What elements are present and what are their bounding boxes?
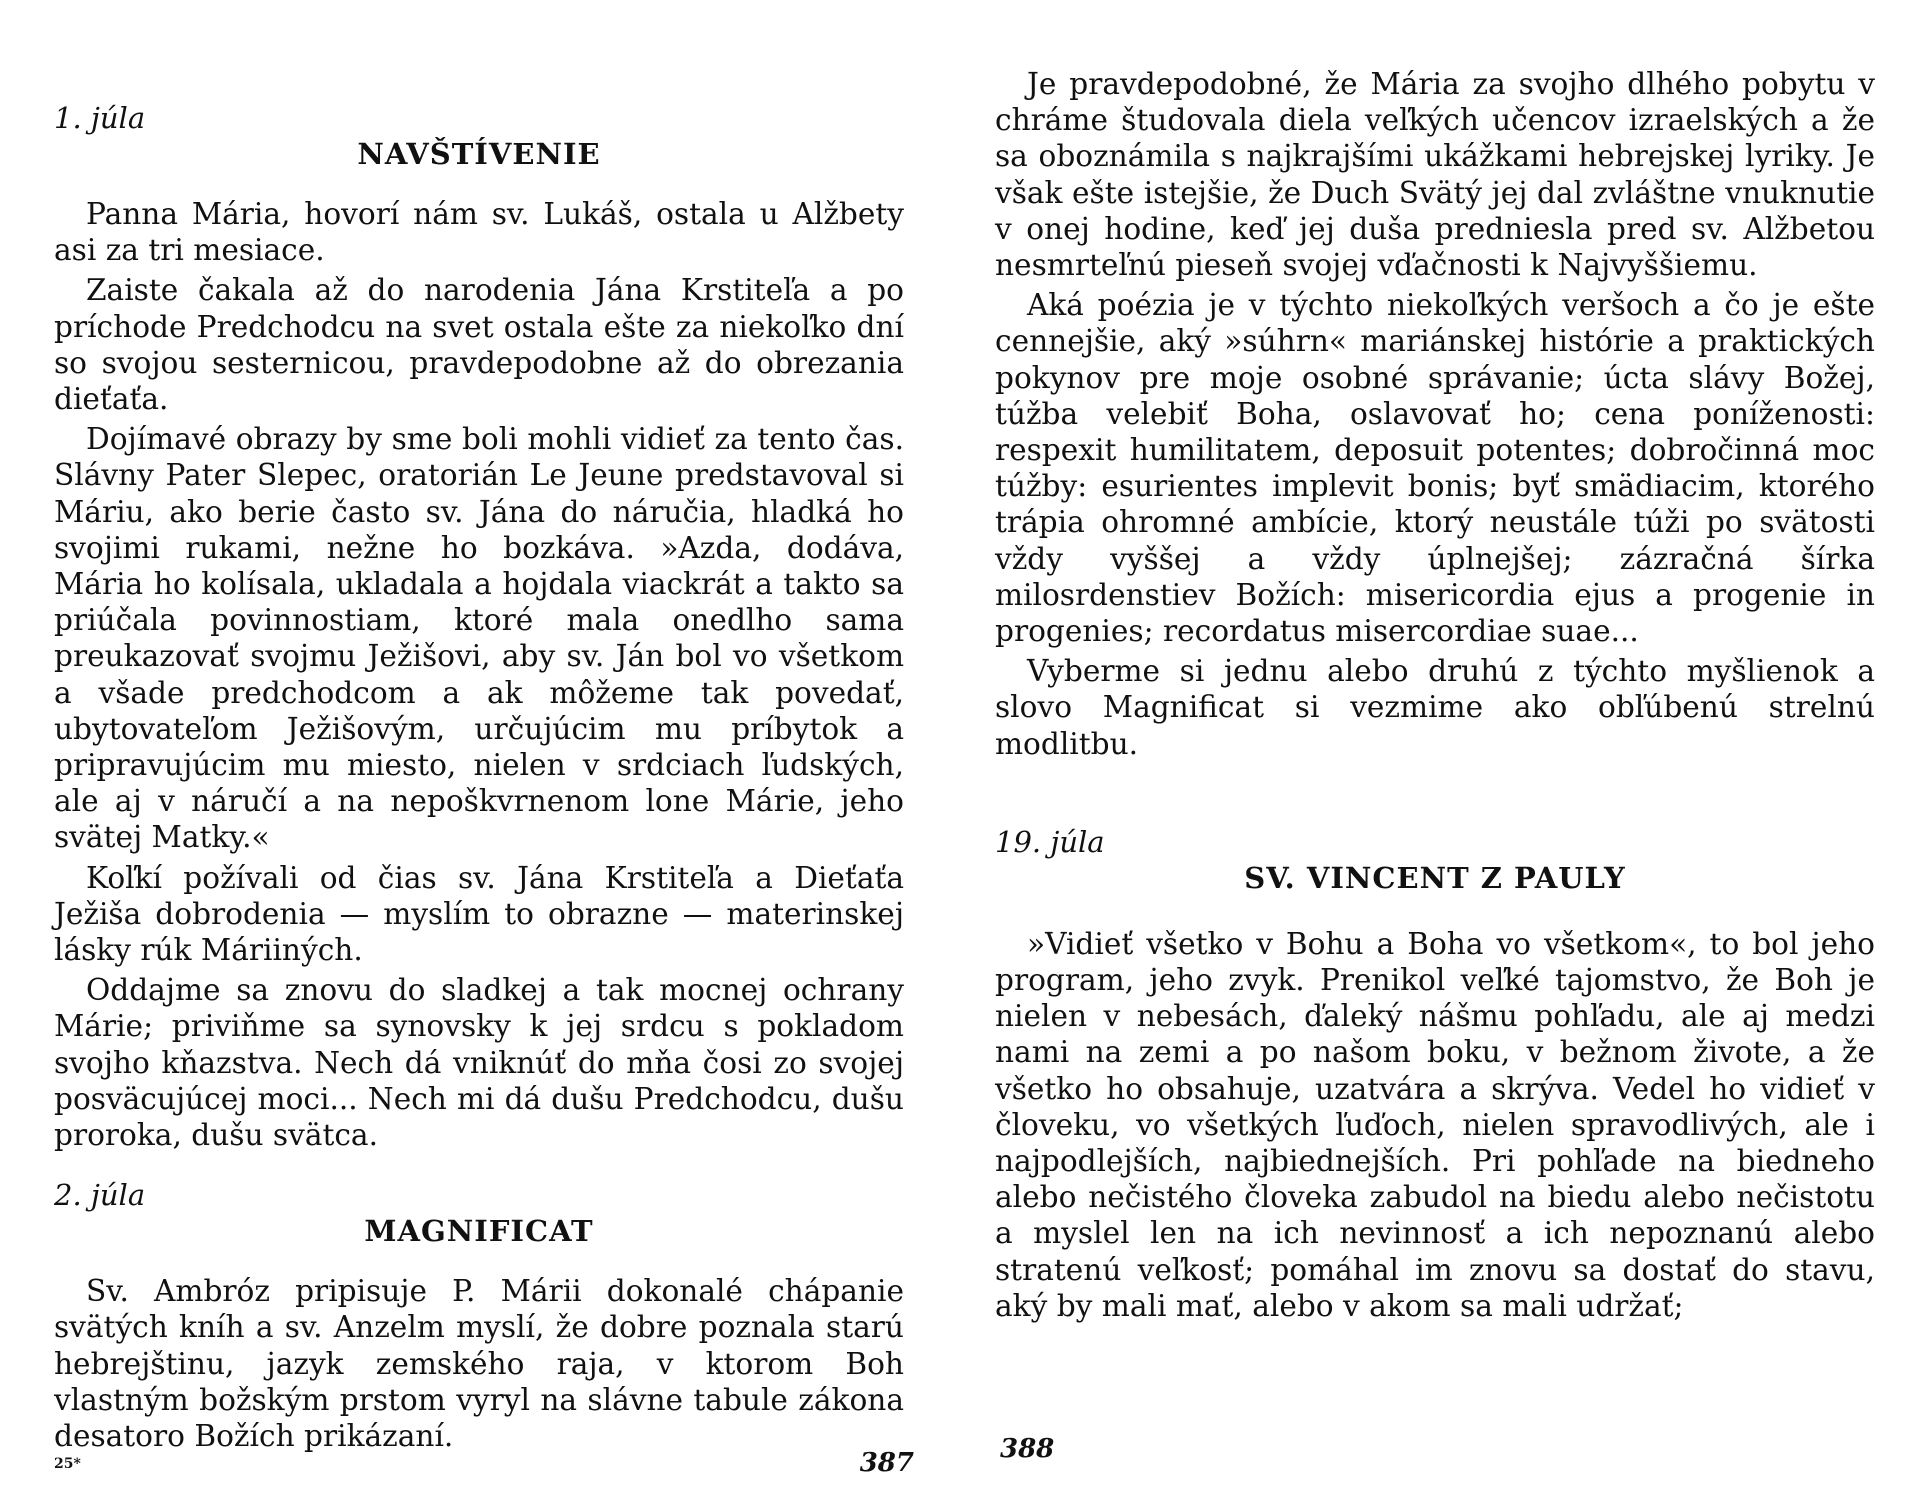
paragraph: Panna Mária, hovorí nám sv. Lukáš, ostala u Alžbety asi za tri mesiace. xyxy=(54,197,904,268)
left-page-body xyxy=(54,100,904,1478)
paragraph: Zaiste čakala až do narodenia Jána Krstiteľa a po príchode Predchodcu na svet ostala ešte za niekoľko dní so svojou sesternicou, pravdepodobne až do obrezania dieťaťa. xyxy=(54,273,904,417)
left-page xyxy=(54,0,914,1500)
page-number: 388 xyxy=(1000,1434,1055,1464)
section-magnificat-continued xyxy=(995,66,1875,762)
section-date: 1. júla xyxy=(54,101,146,135)
section-date: 2. júla xyxy=(54,1178,146,1213)
paragraph: Aká poézia je v týchto niekoľkých veršoch a čo je ešte cennejšie, aký »súhrn« mariánskej histórie a praktických pokynov pre moje osobné správanie; úcta slávy Božej, túžba velebiť Boha, oslavovať ho; cena poníženosti: respexit humilitatem, deposuit potentes; dobročinná moc túžby: esurientes implevit bonis; byť smädiacim, ktorého trápia ohromné ambície, ktorý neustále túži po svätosti vždy vyššej a vždy úplnejšej; zázračná šírka milosrdenstiev Božích: misericordia ejus a progenie in progenies; recordatus misercordiae suae... xyxy=(995,288,1875,649)
section-magnificat xyxy=(54,1177,904,1454)
paragraph: Je pravdepodobné, že Mária za svojho dlhého pobytu v chráme študovala diela veľkých učencov izraelských a že sa oboznámila s najkrajšími ukážkami hebrejskej lyriky. Je však ešte istejšie, že Duch Svätý jej dal zvláštne vnuknutie v onej hodine, keď jej duša predniesla pred sv. Alžbetou nesmrteľnú pieseň svojej vďačnosti k Najvyššiemu. xyxy=(995,67,1875,283)
section-title: MAGNIFICAT xyxy=(364,1214,594,1249)
right-page-body xyxy=(995,66,1875,1348)
paragraph: Vyberme si jednu alebo druhú z týchto myšlienok a slovo Magnificat si vezmime ako obľúbenú strelnú modlitbu. xyxy=(995,654,1875,761)
paragraph: Oddajme sa znovu do sladkej a tak mocnej ochrany Márie; priviňme sa synovsky k jej srdcu s pokladom svojho kňazstva. Nech dá vniknúť do mňa čosi zo svojej posväcujúcej moci... Nech mi dá dušu Predchodcu, dušu proroka, dušu svätca. xyxy=(54,973,904,1153)
section-title: SV. VINCENT Z PAULY xyxy=(1244,860,1626,895)
section-vincent-z-pauly xyxy=(995,824,1875,1324)
right-page xyxy=(995,0,1875,1500)
paragraph: »Vidieť všetko v Bohu a Boha vo všetkom«, to bol jeho program, jeho zvyk. Prenikol veľké tajomstvo, že Boh je nielen v nebesách, ďaleký nášmu pohľadu, ale aj medzi nami na zemi a po našom boku, v bežnom živote, a že všetko ho obsahuje, uzatvára a skrýva. Vedel ho vidieť v človeku, vo všetkých ľuďoch, nielen spravodlivých, ale i najpodlejších, najbiednejších. Pri pohľade na biedneho alebo nečistého človeka zabudol na biedu alebo nečistotu a myslel len na ich nevinnosť a ich nepoznanú alebo stratenú veľkosť; pomáhal im znovu sa dostať do stavu, aký by mali mať, alebo v akom sa mali udržať; xyxy=(995,926,1875,1323)
paragraph: Koľkí požívali od čias sv. Jána Krstiteľa a Dieťaťa Ježiša dobrodenia — myslím to obrazne — materinskej lásky rúk Máriiných. xyxy=(54,860,904,968)
paragraph: Sv. Ambróz pripisuje P. Márii dokonalé chápanie svätých kníh a sv. Anzelm myslí, že dobre poznala starú hebrejštinu, jazyk zemského raja, v ktorom Boh vlastným božským prstom vyryl na slávne tabule zákona desatoro Božích prikázaní. xyxy=(54,1274,904,1454)
printer-signature: 25* xyxy=(54,1456,81,1472)
paragraph: Dojímavé obrazy by sme boli mohli vidieť za tento čas. Slávny Pater Slepec, oratorián Le Jeune predstavoval si Máriu, ako berie často sv. Jána do náručia, hladká ho svojimi rukami, nežne ho bozkáva. »Azda, dodáva, Mária ho kolísala, ukladala a hojdala viackrát a takto sa priúčala povinnostiam, ktoré mala onedlho sama preukazovať svojmu Ježišovi, aby sv. Ján bol vo všetkom a všade predchodcom a ak môžeme tak povedať, ubytovateľom Ježišovým, určujúcim mu príbytok a pripravujúcim mu miesto, nielen v srdciach ľudských, ale aj v náručí a na nepoškvrnenom lone Márie, jeho svätej Matky.« xyxy=(54,422,904,855)
page-number: 387 xyxy=(859,1448,914,1478)
section-title: NAVŠTÍVENIE xyxy=(357,137,601,171)
section-navstivenie xyxy=(54,100,904,1153)
section-date: 19. júla xyxy=(995,824,1105,859)
